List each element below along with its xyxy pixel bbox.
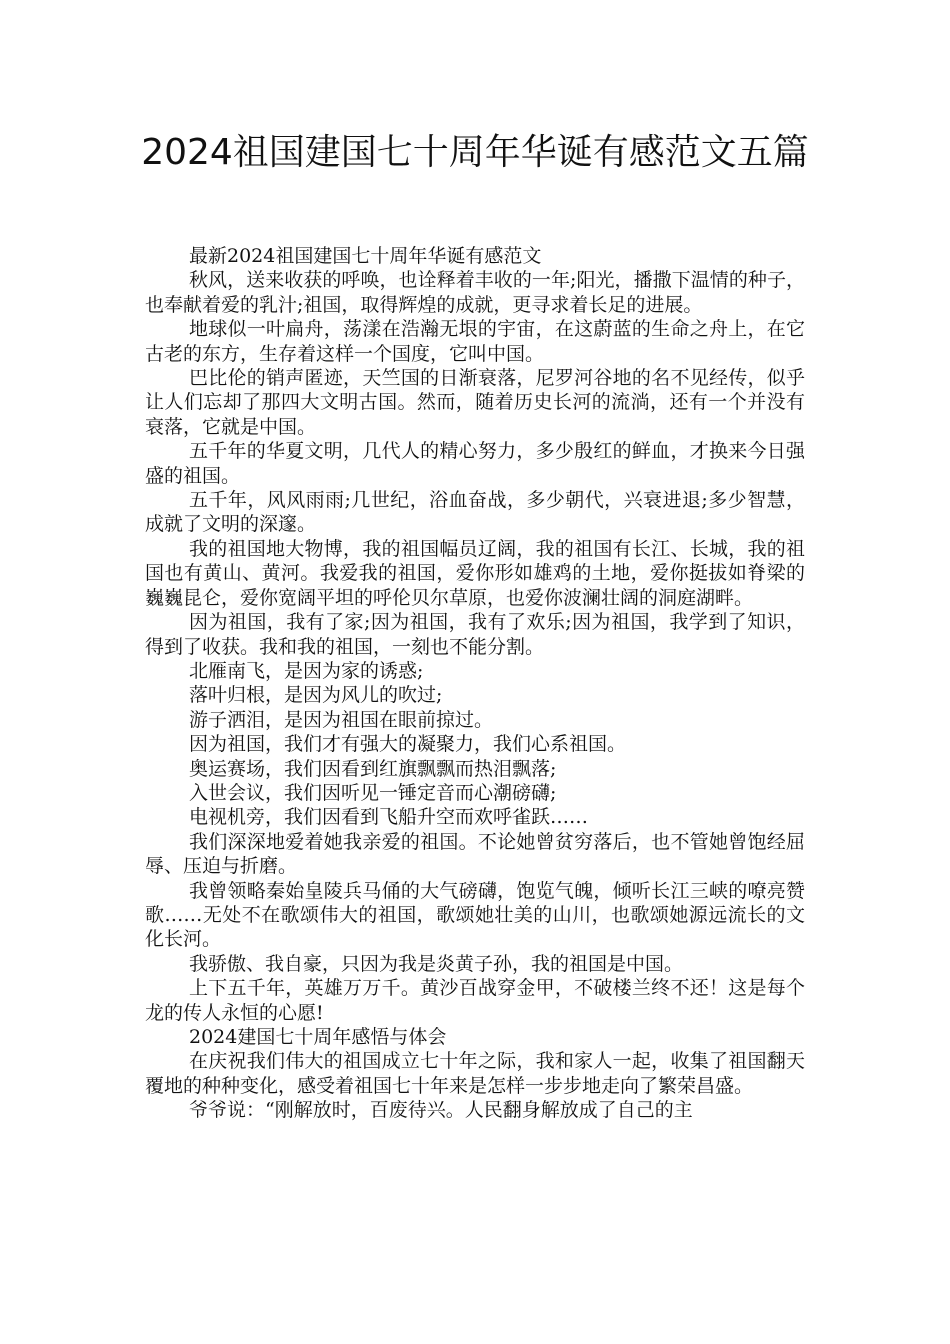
paragraph-subtitle-1: 最新2024祖国建国七十周年华诞有感范文 [189,245,542,267]
paragraph: 北雁南飞，是因为家的诱惑; [189,659,424,682]
paragraph: 我曾领略秦始皇陵兵马俑的大气磅礴，饱览气魄，倾听长江三峡的嘹亮赞歌……无处不在歌颂伟大的祖国，歌颂她壮美的山川，也歌颂她源远流长的文化长河。 [145,879,805,951]
paragraph: 我骄傲、我自豪，只因为我是炎黄子孙，我的祖国是中国。 [189,952,684,975]
document-body [145,244,805,1123]
paragraph: 因为祖国，我有了家;因为祖国，我有了欢乐;因为祖国，我学到了知识，得到了收获。我和我的祖国，一刻也不能分割。 [145,611,805,658]
paragraph: 落叶归根，是因为风儿的吹过; [189,684,443,707]
paragraph: 在庆祝我们伟大的祖国成立七十年之际，我和家人一起，收集了祖国翻天覆地的种种变化，感受着祖国七十年来是怎样一步步地走向了繁荣昌盛。 [145,1050,805,1097]
paragraph: 我的祖国地大物博，我的祖国幅员辽阔，我的祖国有长江、长城，我的祖国也有黄山、黄河。我爱我的祖国，爱你形如雄鸡的土地，爱你挺拔如脊梁的巍巍昆仑，爱你宽阔平坦的呼伦贝尔草原，也爱你波澜壮阔的洞庭湖畔。 [145,537,805,609]
paragraph: 巴比伦的销声匿迹，天竺国的日渐衰落，尼罗河谷地的名不见经传，似乎让人们忘却了那四大文明古国。然而，随着历史长河的流淌，还有一个并没有衰落，它就是中国。 [145,367,805,438]
paragraph: 我们深深地爱着她我亲爱的祖国。不论她曾贫穷落后，也不管她曾饱经屈辱、压迫与折磨。 [145,830,805,878]
paragraph: 秋风，送来收获的呼唤，也诠释着丰收的一年;阳光，播撒下温情的种子，也奉献着爱的乳汁;祖国，取得辉煌的成就，更寻求着长足的进展。 [145,269,805,316]
paragraph: 奥运赛场，我们因看到红旗飘飘而热泪飘落; [189,757,557,780]
document-title: 2024祖国建国七十周年华诞有感范文五篇 [141,132,809,173]
paragraph: 电视机旁，我们因看到飞船升空而欢呼雀跃…… [189,806,589,829]
paragraph: 爷爷说：“刚解放时，百废待兴。人民翻身解放成了自己的主 [189,1099,693,1122]
paragraph: 入世会议，我们因听见一锤定音而心潮磅礴; [189,781,557,804]
paragraph: 游子洒泪，是因为祖国在眼前掠过。 [189,708,494,731]
paragraph: 五千年，风风雨雨;几世纪，浴血奋战，多少朝代，兴衰进退;多少智慧，成就了文明的深邃。 [145,489,805,536]
paragraph: 五千年的华夏文明，几代人的精心努力，多少殷红的鲜血，才换来今日强盛的祖国。 [145,440,805,487]
paragraph: 因为祖国，我们才有强大的凝聚力，我们心系祖国。 [189,733,627,756]
paragraph: 上下五千年，英雄万万千。黄沙百战穿金甲，不破楼兰终不还！这是每个龙的传人永恒的心愿! [145,977,805,1024]
paragraph-subtitle-2: 2024建国七十周年感悟与体会 [189,1026,447,1048]
paragraph: 地球似一叶扁舟，荡漾在浩瀚无垠的宇宙，在这蔚蓝的生命之舟上，在它古老的东方，生存着这样一个国度，它叫中国。 [145,318,805,365]
